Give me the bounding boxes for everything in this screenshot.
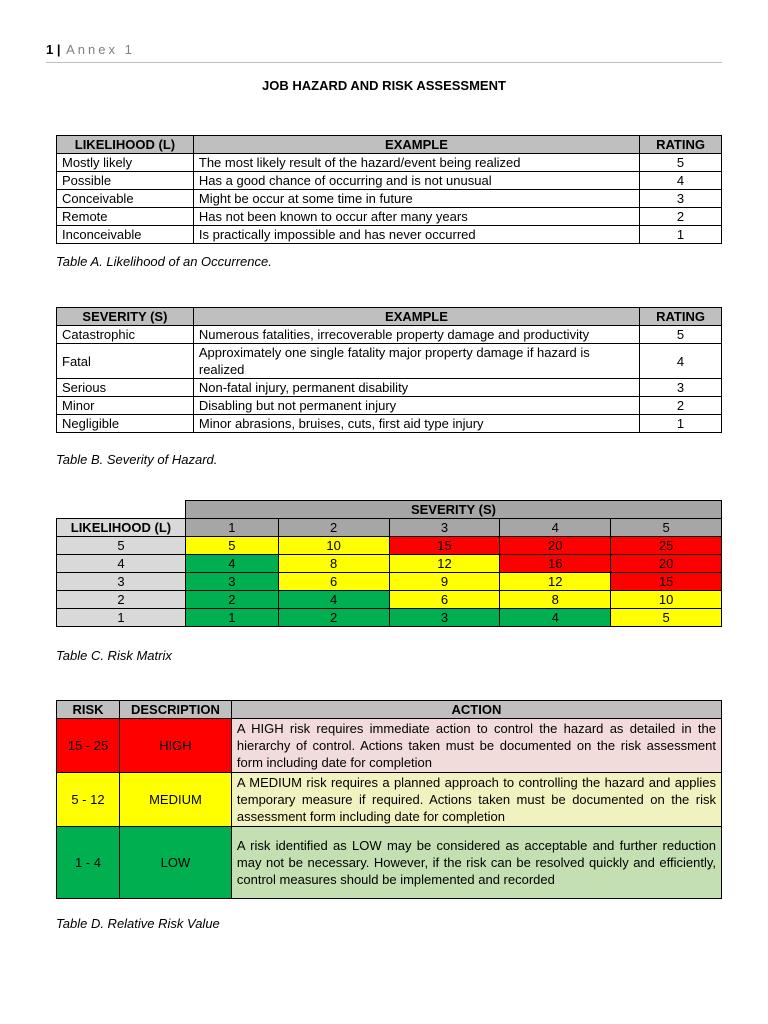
matrix-row bbox=[57, 573, 722, 591]
severity-values-row bbox=[57, 519, 722, 537]
document-title: JOB HAZARD AND RISK ASSESSMENT bbox=[262, 78, 506, 93]
likelihood-value: 3 bbox=[57, 573, 186, 591]
severity-cell: Catastrophic bbox=[57, 326, 194, 344]
likelihood-cell: Possible bbox=[57, 172, 194, 190]
risk-matrix-table bbox=[56, 500, 722, 627]
rating-cell: 1 bbox=[640, 415, 722, 433]
likelihood-cell: Remote bbox=[57, 208, 194, 226]
severity-header: SEVERITY (S) bbox=[185, 501, 721, 519]
risk-cell: 9 bbox=[389, 573, 500, 591]
risk-cell: 4 bbox=[278, 591, 389, 609]
rating-cell: 3 bbox=[640, 379, 722, 397]
risk-cell: 20 bbox=[500, 537, 611, 555]
table-row bbox=[57, 397, 722, 415]
example-cell: The most likely result of the hazard/event being realized bbox=[193, 154, 639, 172]
risk-cell: 4 bbox=[185, 555, 278, 573]
example-cell: Approximately one single fatality major property damage if hazard is realized bbox=[193, 344, 639, 379]
table-header-row bbox=[57, 701, 722, 719]
likelihood-value: 1 bbox=[57, 609, 186, 627]
risk-cell: 2 bbox=[278, 609, 389, 627]
likelihood-header: LIKELIHOOD (L) bbox=[57, 519, 186, 537]
example-cell: Minor abrasions, bruises, cuts, first aid type injury bbox=[193, 415, 639, 433]
risk-cell: 2 bbox=[185, 591, 278, 609]
rating-cell: 3 bbox=[640, 190, 722, 208]
column-header: DESCRIPTION bbox=[119, 701, 231, 719]
table-header-row bbox=[57, 136, 722, 154]
example-cell: Numerous fatalities, irrecoverable property damage and productivity bbox=[193, 326, 639, 344]
risk-cell: 12 bbox=[500, 573, 611, 591]
severity-cell: Serious bbox=[57, 379, 194, 397]
description-cell: MEDIUM bbox=[119, 773, 231, 827]
severity-value: 4 bbox=[500, 519, 611, 537]
action-cell: A MEDIUM risk requires a planned approach to controlling the hazard and applies temporary measure if required. Actions taken must be documented on the risk assessment form including date for completion bbox=[231, 773, 721, 827]
severity-cell: Minor bbox=[57, 397, 194, 415]
risk-cell: 5 bbox=[185, 537, 278, 555]
likelihood-table bbox=[56, 135, 722, 244]
risk-value-table bbox=[56, 700, 722, 899]
example-cell: Has a good chance of occurring and is not unusual bbox=[193, 172, 639, 190]
column-header: ACTION bbox=[231, 701, 721, 719]
matrix-row bbox=[57, 555, 722, 573]
likelihood-cell: Inconceivable bbox=[57, 226, 194, 244]
risk-range-cell: 1 - 4 bbox=[57, 827, 120, 899]
risk-cell: 10 bbox=[278, 537, 389, 555]
likelihood-value: 5 bbox=[57, 537, 186, 555]
risk-cell: 6 bbox=[389, 591, 500, 609]
risk-cell: 15 bbox=[389, 537, 500, 555]
risk-cell: 3 bbox=[389, 609, 500, 627]
header-separator: | bbox=[56, 42, 61, 57]
risk-cell: 8 bbox=[278, 555, 389, 573]
likelihood-cell: Mostly likely bbox=[57, 154, 194, 172]
table-row bbox=[57, 154, 722, 172]
rating-cell: 2 bbox=[640, 208, 722, 226]
column-header: RATING bbox=[640, 136, 722, 154]
description-cell: LOW bbox=[119, 827, 231, 899]
rating-cell: 5 bbox=[640, 154, 722, 172]
table-row bbox=[57, 172, 722, 190]
table-row bbox=[57, 415, 722, 433]
table-row bbox=[57, 379, 722, 397]
severity-cell: Negligible bbox=[57, 415, 194, 433]
page-header bbox=[46, 42, 722, 63]
risk-cell: 8 bbox=[500, 591, 611, 609]
action-cell: A HIGH risk requires immediate action to control the hazard as detailed in the hierarchy of control. Actions taken must be documented on the risk assessment form including date for completion bbox=[231, 719, 721, 773]
severity-table bbox=[56, 307, 722, 433]
severity-header-row bbox=[57, 501, 722, 519]
column-header: SEVERITY (S) bbox=[57, 308, 194, 326]
table-row bbox=[57, 208, 722, 226]
severity-value: 1 bbox=[185, 519, 278, 537]
column-header: RATING bbox=[640, 308, 722, 326]
severity-value: 5 bbox=[611, 519, 722, 537]
table-row bbox=[57, 326, 722, 344]
table-d-caption: Table D. Relative Risk Value bbox=[56, 916, 220, 931]
example-cell: Has not been known to occur after many years bbox=[193, 208, 639, 226]
table-row bbox=[57, 226, 722, 244]
column-header: EXAMPLE bbox=[193, 308, 639, 326]
severity-cell: Fatal bbox=[57, 344, 194, 379]
column-header: RISK bbox=[57, 701, 120, 719]
description-cell: HIGH bbox=[119, 719, 231, 773]
risk-cell: 1 bbox=[185, 609, 278, 627]
likelihood-value: 4 bbox=[57, 555, 186, 573]
table-header-row bbox=[57, 308, 722, 326]
risk-cell: 12 bbox=[389, 555, 500, 573]
table-a-caption: Table A. Likelihood of an Occurrence. bbox=[56, 254, 272, 269]
example-cell: Might be occur at some time in future bbox=[193, 190, 639, 208]
example-cell: Disabling but not permanent injury bbox=[193, 397, 639, 415]
column-header: EXAMPLE bbox=[193, 136, 639, 154]
likelihood-cell: Conceivable bbox=[57, 190, 194, 208]
rating-cell: 4 bbox=[640, 172, 722, 190]
risk-range-cell: 15 - 25 bbox=[57, 719, 120, 773]
likelihood-value: 2 bbox=[57, 591, 186, 609]
risk-cell: 16 bbox=[500, 555, 611, 573]
risk-cell: 25 bbox=[611, 537, 722, 555]
rating-cell: 1 bbox=[640, 226, 722, 244]
matrix-row bbox=[57, 537, 722, 555]
risk-cell: 6 bbox=[278, 573, 389, 591]
matrix-row bbox=[57, 591, 722, 609]
risk-cell: 4 bbox=[500, 609, 611, 627]
page-number: 1 bbox=[46, 42, 54, 57]
table-row bbox=[57, 190, 722, 208]
risk-range-cell: 5 - 12 bbox=[57, 773, 120, 827]
rating-cell: 2 bbox=[640, 397, 722, 415]
risk-cell: 10 bbox=[611, 591, 722, 609]
example-cell: Non-fatal injury, permanent disability bbox=[193, 379, 639, 397]
risk-cell: 5 bbox=[611, 609, 722, 627]
table-row bbox=[57, 827, 722, 899]
rating-cell: 5 bbox=[640, 326, 722, 344]
column-header: LIKELIHOOD (L) bbox=[57, 136, 194, 154]
action-cell: A risk identified as LOW may be considered as acceptable and further reduction may not be necessary. However, if the risk can be resolved quickly and efficiently, control measures should be implemented and recorded bbox=[231, 827, 721, 899]
table-row bbox=[57, 344, 722, 379]
table-row bbox=[57, 773, 722, 827]
table-c-caption: Table C. Risk Matrix bbox=[56, 648, 172, 663]
table-b-caption: Table B. Severity of Hazard. bbox=[56, 452, 218, 467]
table-row bbox=[57, 719, 722, 773]
blank-corner bbox=[57, 501, 186, 519]
example-cell: Is practically impossible and has never occurred bbox=[193, 226, 639, 244]
matrix-row bbox=[57, 609, 722, 627]
risk-cell: 20 bbox=[611, 555, 722, 573]
severity-value: 2 bbox=[278, 519, 389, 537]
risk-cell: 3 bbox=[185, 573, 278, 591]
rating-cell: 4 bbox=[640, 344, 722, 379]
annex-label: Annex 1 bbox=[66, 42, 135, 57]
risk-cell: 15 bbox=[611, 573, 722, 591]
severity-value: 3 bbox=[389, 519, 500, 537]
